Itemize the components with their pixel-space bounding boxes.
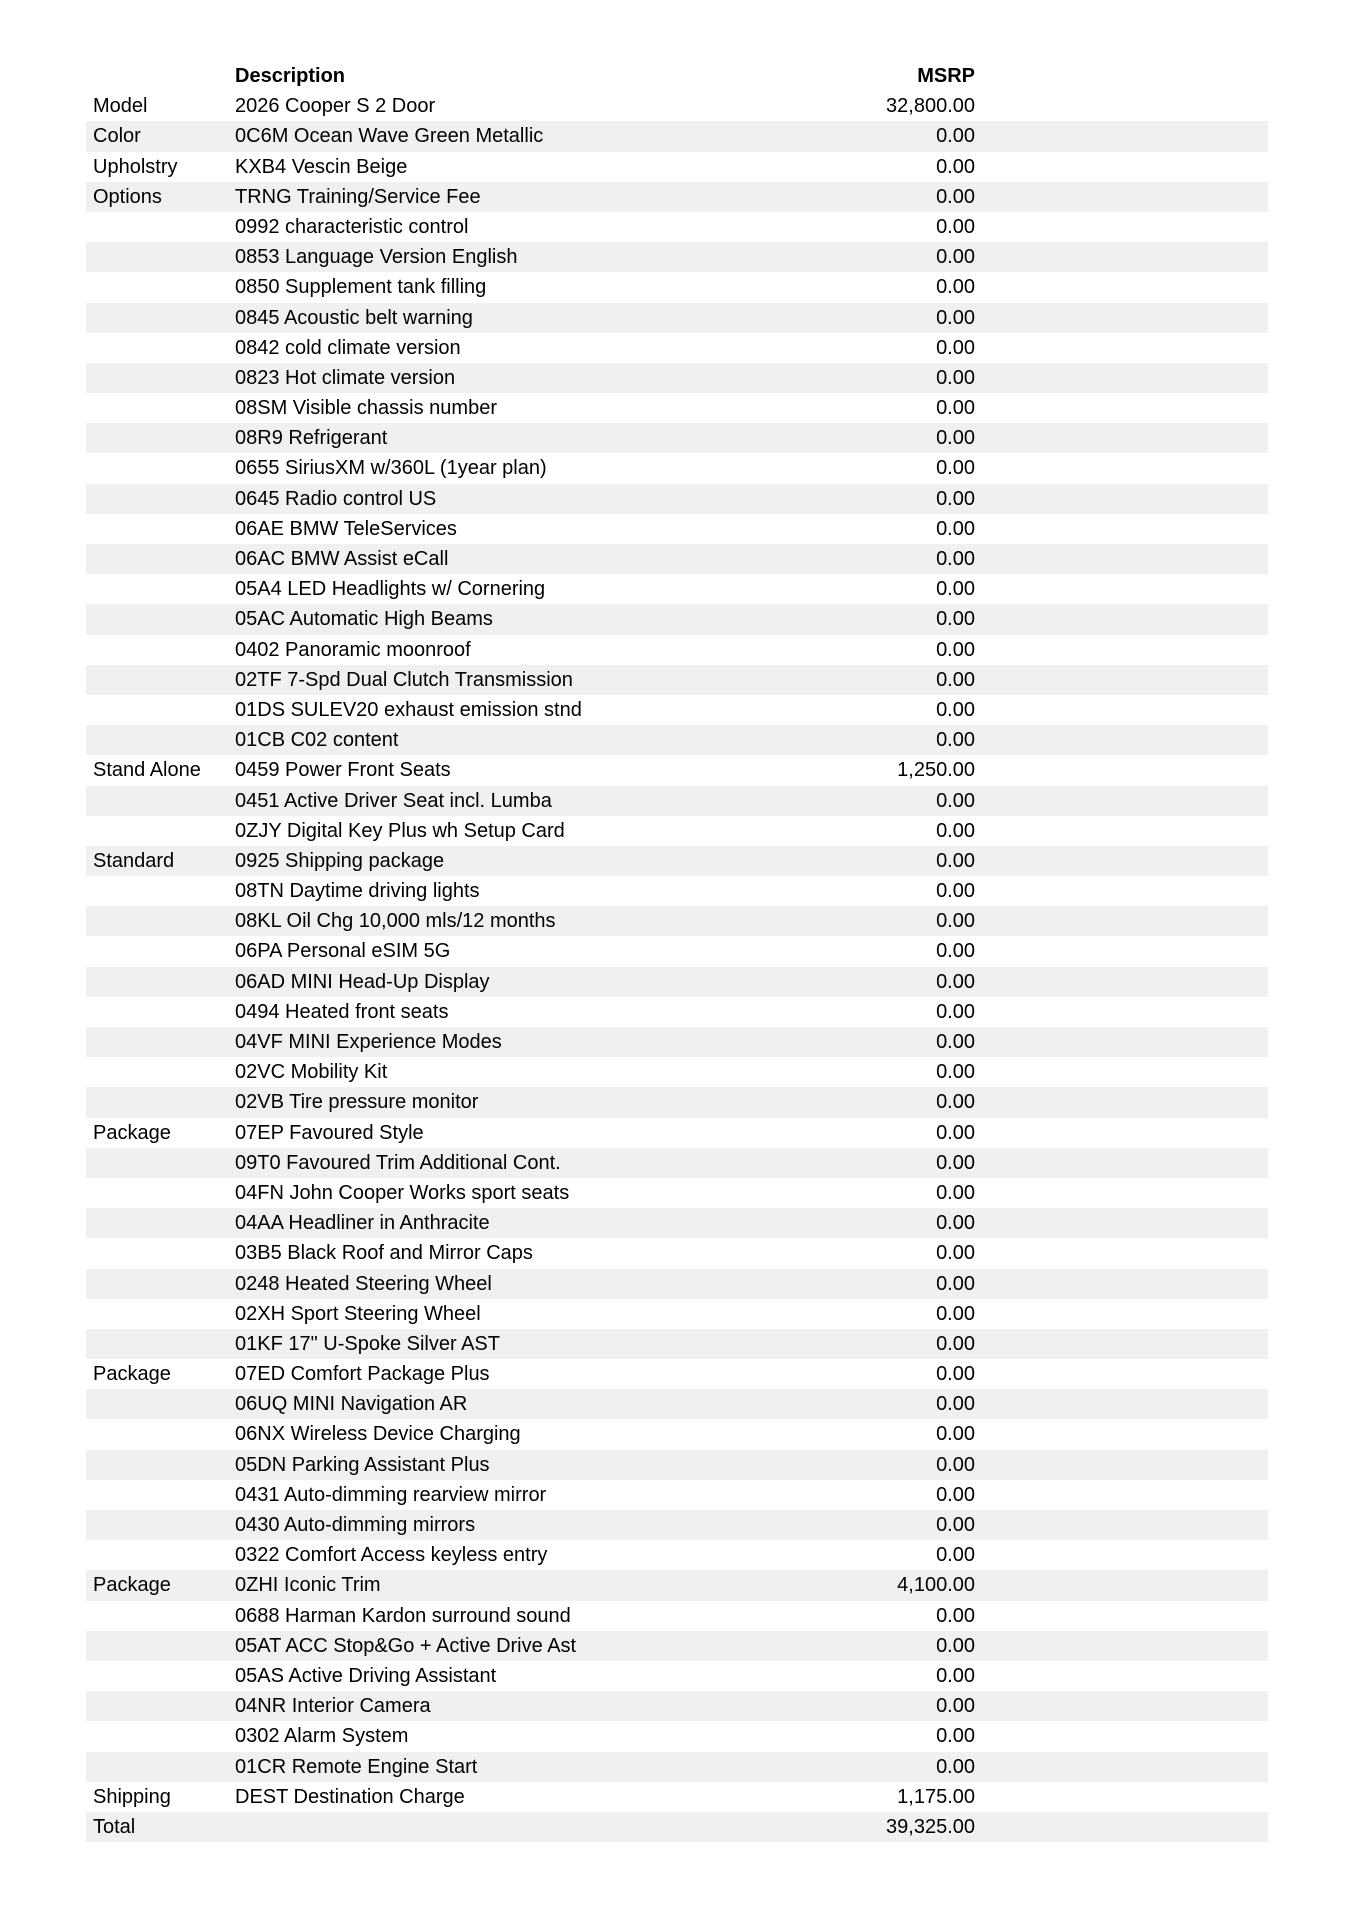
row-msrp-value: 0.00 <box>936 1061 975 1084</box>
row-description: KXB4 Vescin Beige <box>235 155 408 178</box>
row-description: 07EP Favoured Style <box>235 1121 424 1144</box>
row-category <box>86 876 235 906</box>
row-category <box>86 1752 235 1782</box>
row-msrp-value: 0.00 <box>936 1725 975 1748</box>
row-msrp-value: 0.00 <box>936 1755 975 1778</box>
row-category <box>86 906 235 936</box>
row-spacer <box>975 272 1268 302</box>
row-description: 06UQ MINI Navigation AR <box>235 1393 468 1416</box>
row-category <box>86 212 235 242</box>
row-msrp-value: 0.00 <box>936 1664 975 1687</box>
row-description: 0655 SiriusXM w/360L (1year plan) <box>235 457 547 480</box>
row-spacer <box>975 1178 1268 1208</box>
row-msrp-value: 0.00 <box>936 215 975 238</box>
row-category <box>86 695 235 725</box>
row-msrp-value: 0.00 <box>936 1634 975 1657</box>
table-row <box>86 1178 1268 1208</box>
row-category <box>86 1601 235 1631</box>
table-row <box>86 665 1268 695</box>
table-row <box>86 1389 1268 1419</box>
row-msrp-value: 0.00 <box>936 366 975 389</box>
row-spacer <box>975 1540 1268 1570</box>
row-spacer <box>975 363 1268 393</box>
row-spacer <box>975 152 1268 182</box>
table-row <box>86 91 1268 121</box>
row-spacer <box>975 242 1268 272</box>
row-spacer <box>975 1238 1268 1268</box>
table-row <box>86 1299 1268 1329</box>
row-description: 01KF 17" U-Spoke Silver AST <box>235 1332 500 1355</box>
table-row <box>86 876 1268 906</box>
table-row <box>86 1450 1268 1480</box>
row-msrp-value: 0.00 <box>936 1031 975 1053</box>
row-msrp-value: 0.00 <box>936 578 975 601</box>
table-row <box>86 242 1268 272</box>
row-category <box>86 786 235 816</box>
row-description: 0494 Heated front seats <box>235 1000 449 1023</box>
row-msrp-value: 0.00 <box>936 910 975 933</box>
row-msrp-value: 0.00 <box>936 1453 975 1476</box>
row-spacer <box>975 695 1268 725</box>
row-spacer <box>975 786 1268 816</box>
table-row <box>86 363 1268 393</box>
row-msrp-value: 0.00 <box>936 1181 975 1204</box>
row-description: 0ZHI Iconic Trim <box>235 1574 381 1597</box>
row-category <box>86 1510 235 1540</box>
row-category <box>86 665 235 695</box>
row-description: 2026 Cooper S 2 Door <box>235 95 436 118</box>
table-row <box>86 786 1268 816</box>
row-description: 01CB C02 content <box>235 729 399 752</box>
row-description: 05AS Active Driving Assistant <box>235 1664 497 1687</box>
row-spacer <box>975 1812 1268 1842</box>
row-description: 01DS SULEV20 exhaust emission stnd <box>235 698 582 721</box>
row-category <box>86 1480 235 1510</box>
row-category <box>86 272 235 302</box>
row-category <box>86 1389 235 1419</box>
row-msrp-value: 0.00 <box>936 1423 975 1446</box>
row-spacer <box>975 846 1268 876</box>
row-spacer <box>975 1087 1268 1117</box>
row-spacer <box>975 1570 1268 1600</box>
row-category <box>86 1631 235 1661</box>
table-row <box>86 1480 1268 1510</box>
table-row <box>86 755 1268 785</box>
row-description: 05A4 LED Headlights w/ Cornering <box>235 578 546 601</box>
row-category: Color <box>93 125 141 148</box>
table-row <box>86 1148 1268 1178</box>
table-row <box>86 121 1268 151</box>
row-description: 0248 Heated Steering Wheel <box>235 1272 492 1295</box>
row-spacer <box>975 333 1268 363</box>
row-description: 04NR Interior Camera <box>235 1695 431 1718</box>
row-spacer <box>975 1480 1268 1510</box>
row-description: 0925 Shipping package <box>235 849 445 872</box>
row-spacer <box>975 1601 1268 1631</box>
row-msrp-value: 0.00 <box>936 1332 975 1355</box>
table-row <box>86 574 1268 604</box>
table-row <box>86 484 1268 514</box>
row-description: 0C6M Ocean Wave Green Metallic <box>235 125 544 148</box>
row-spacer <box>975 393 1268 423</box>
table-row <box>86 1238 1268 1268</box>
row-msrp-value: 0.00 <box>936 1604 975 1627</box>
row-spacer <box>975 453 1268 483</box>
row-spacer <box>975 1661 1268 1691</box>
row-msrp-value: 0.00 <box>936 155 975 178</box>
row-spacer <box>975 1510 1268 1540</box>
table-row <box>86 393 1268 423</box>
row-msrp-value: 0.00 <box>936 306 975 329</box>
row-spacer <box>975 665 1268 695</box>
row-category <box>86 1027 235 1057</box>
row-description: 0431 Auto-dimming rearview mirror <box>235 1483 547 1506</box>
row-category: Stand Alone <box>93 759 201 782</box>
row-category: Package <box>93 1363 171 1386</box>
row-spacer <box>975 91 1268 121</box>
row-msrp-value: 0.00 <box>936 1272 975 1295</box>
row-category <box>86 484 235 514</box>
row-category <box>86 333 235 363</box>
row-spacer <box>975 1721 1268 1751</box>
table-row <box>86 303 1268 333</box>
row-category <box>86 1269 235 1299</box>
table-row <box>86 1359 1268 1389</box>
row-spacer <box>975 816 1268 846</box>
row-category <box>86 1721 235 1751</box>
row-category <box>86 574 235 604</box>
table-row <box>86 1782 1268 1812</box>
row-category <box>86 544 235 574</box>
table-row <box>86 1691 1268 1721</box>
table-row <box>86 1540 1268 1570</box>
row-description: 04VF MINI Experience Modes <box>235 1031 502 1053</box>
row-msrp-value: 1,250.00 <box>897 759 975 782</box>
row-spacer <box>975 1389 1268 1419</box>
row-spacer <box>975 997 1268 1027</box>
row-spacer <box>975 604 1268 634</box>
table-row <box>86 1601 1268 1631</box>
row-category <box>86 1691 235 1721</box>
row-spacer <box>975 1782 1268 1812</box>
table-row <box>86 936 1268 966</box>
row-msrp-value: 0.00 <box>936 970 975 993</box>
row-msrp-value: 0.00 <box>936 698 975 721</box>
table-row <box>86 816 1268 846</box>
table-row <box>86 846 1268 876</box>
table-row <box>86 695 1268 725</box>
table-row <box>86 423 1268 453</box>
row-description: 06NX Wireless Device Charging <box>235 1423 521 1446</box>
table-row <box>86 1087 1268 1117</box>
row-category <box>86 1238 235 1268</box>
row-msrp-value: 0.00 <box>936 729 975 752</box>
row-category <box>86 514 235 544</box>
row-spacer <box>975 1057 1268 1087</box>
row-spacer <box>975 1691 1268 1721</box>
row-category <box>86 1540 235 1570</box>
row-spacer <box>975 906 1268 936</box>
column-header-msrp: MSRP <box>917 65 975 87</box>
row-category <box>86 725 235 755</box>
row-description <box>235 1812 679 1842</box>
row-category <box>86 1148 235 1178</box>
row-description: DEST Destination Charge <box>235 1785 465 1808</box>
table-row <box>86 725 1268 755</box>
row-description: 0992 characteristic control <box>235 215 469 238</box>
row-description: 08SM Visible chassis number <box>235 397 497 420</box>
row-category: Model <box>93 95 148 118</box>
row-description: 09T0 Favoured Trim Additional Cont. <box>235 1151 561 1174</box>
row-msrp-value: 0.00 <box>936 1393 975 1416</box>
row-msrp-value: 0.00 <box>936 668 975 691</box>
table-row <box>86 152 1268 182</box>
row-category <box>86 997 235 1027</box>
row-msrp-value: 0.00 <box>936 1483 975 1506</box>
row-spacer <box>975 514 1268 544</box>
row-msrp-value: 39,325.00 <box>886 1815 975 1838</box>
row-category <box>86 393 235 423</box>
column-header-description: Description <box>235 65 346 87</box>
row-msrp-value: 0.00 <box>936 1302 975 1325</box>
row-spacer <box>975 1208 1268 1238</box>
table-row <box>86 1661 1268 1691</box>
table-row <box>86 1027 1268 1057</box>
row-description: 0823 Hot climate version <box>235 366 456 389</box>
row-description: 0853 Language Version English <box>235 246 518 269</box>
row-description: 02TF 7-Spd Dual Clutch Transmission <box>235 668 573 691</box>
row-msrp-value: 0.00 <box>936 638 975 661</box>
row-description: 04AA Headliner in Anthracite <box>235 1212 490 1235</box>
row-category: Package <box>93 1121 171 1144</box>
table-row <box>86 967 1268 997</box>
row-category <box>86 1087 235 1117</box>
row-spacer <box>975 1027 1268 1057</box>
table-row <box>86 1631 1268 1661</box>
row-spacer <box>975 212 1268 242</box>
row-msrp-value: 0.00 <box>936 276 975 299</box>
table-row <box>86 212 1268 242</box>
row-msrp-value: 0.00 <box>936 1212 975 1235</box>
row-description: 05AC Automatic High Beams <box>235 608 493 631</box>
table-row <box>86 1118 1268 1148</box>
row-msrp-value: 0.00 <box>936 457 975 480</box>
column-header-category <box>86 61 235 91</box>
table-row <box>86 272 1268 302</box>
table-row <box>86 453 1268 483</box>
row-spacer <box>975 1450 1268 1480</box>
row-description: 0459 Power Front Seats <box>235 759 451 782</box>
row-description: 0451 Active Driver Seat incl. Lumba <box>235 789 552 812</box>
table-row <box>86 604 1268 634</box>
row-spacer <box>975 1419 1268 1449</box>
row-spacer <box>975 1299 1268 1329</box>
table-row <box>86 1419 1268 1449</box>
row-description: TRNG Training/Service Fee <box>235 185 481 208</box>
table-header-row <box>86 61 1268 91</box>
row-description: 08KL Oil Chg 10,000 mls/12 months <box>235 910 556 933</box>
row-category <box>86 635 235 665</box>
table-row <box>86 182 1268 212</box>
row-description: 01CR Remote Engine Start <box>235 1755 478 1778</box>
row-msrp-value: 0.00 <box>936 608 975 631</box>
row-msrp-value: 0.00 <box>936 125 975 148</box>
row-msrp-value: 0.00 <box>936 940 975 963</box>
row-spacer <box>975 574 1268 604</box>
row-spacer <box>975 1148 1268 1178</box>
table-row <box>86 1510 1268 1540</box>
row-description: 0845 Acoustic belt warning <box>235 306 473 329</box>
row-description: 0430 Auto-dimming mirrors <box>235 1514 476 1536</box>
table-row <box>86 997 1268 1027</box>
row-description: 03B5 Black Roof and Mirror Caps <box>235 1242 533 1265</box>
row-category <box>86 1178 235 1208</box>
row-msrp-value: 0.00 <box>936 789 975 812</box>
row-msrp-value: 0.00 <box>936 1514 975 1536</box>
row-msrp-value: 0.00 <box>936 336 975 359</box>
table-row <box>86 906 1268 936</box>
row-category <box>86 1208 235 1238</box>
row-msrp-value: 0.00 <box>936 1242 975 1265</box>
row-description: 08TN Daytime driving lights <box>235 880 480 903</box>
row-category <box>86 604 235 634</box>
row-category <box>86 1329 235 1359</box>
row-msrp-value: 0.00 <box>936 1544 975 1567</box>
row-description: 02VC Mobility Kit <box>235 1061 388 1084</box>
row-spacer <box>975 303 1268 333</box>
row-spacer <box>975 876 1268 906</box>
row-description: 05DN Parking Assistant Plus <box>235 1453 490 1476</box>
row-description: 05AT ACC Stop&Go + Active Drive Ast <box>235 1634 577 1657</box>
row-spacer <box>975 635 1268 665</box>
row-spacer <box>975 484 1268 514</box>
row-category <box>86 936 235 966</box>
row-msrp-value: 0.00 <box>936 548 975 570</box>
table-row <box>86 544 1268 574</box>
row-msrp-value: 0.00 <box>936 1121 975 1144</box>
row-msrp-value: 0.00 <box>936 397 975 420</box>
column-header-spacer <box>975 61 1268 91</box>
row-description: 08R9 Refrigerant <box>235 427 388 450</box>
row-description: 07ED Comfort Package Plus <box>235 1363 490 1386</box>
row-spacer <box>975 1118 1268 1148</box>
row-description: 02XH Sport Steering Wheel <box>235 1302 481 1325</box>
row-spacer <box>975 423 1268 453</box>
table-body <box>86 91 1268 1842</box>
row-msrp-value: 0.00 <box>936 517 975 540</box>
row-category <box>86 816 235 846</box>
row-category <box>86 1057 235 1087</box>
table-row <box>86 1721 1268 1751</box>
row-category <box>86 453 235 483</box>
table-row <box>86 333 1268 363</box>
table-row <box>86 514 1268 544</box>
row-description: 06PA Personal eSIM 5G <box>235 940 451 963</box>
table-row <box>86 1269 1268 1299</box>
row-description: 0ZJY Digital Key Plus wh Setup Card <box>235 819 565 842</box>
row-description: 0850 Supplement tank filling <box>235 276 487 299</box>
row-category <box>86 242 235 272</box>
row-description: 0402 Panoramic moonroof <box>235 638 471 661</box>
row-spacer <box>975 1631 1268 1661</box>
row-category <box>86 1419 235 1449</box>
row-description: 0688 Harman Kardon surround sound <box>235 1604 571 1627</box>
row-msrp-value: 0.00 <box>936 1363 975 1386</box>
row-msrp-value: 0.00 <box>936 185 975 208</box>
row-msrp-value: 0.00 <box>936 1091 975 1114</box>
row-description: 0645 Radio control US <box>235 487 437 510</box>
row-description: 02VB Tire pressure monitor <box>235 1091 479 1114</box>
table-row <box>86 635 1268 665</box>
row-msrp-value: 0.00 <box>936 1695 975 1718</box>
row-msrp-value: 0.00 <box>936 1151 975 1174</box>
row-description: 0302 Alarm System <box>235 1725 409 1748</box>
row-category: Shipping <box>93 1785 171 1808</box>
table-row <box>86 1752 1268 1782</box>
row-category: Total <box>93 1815 136 1838</box>
row-spacer <box>975 1269 1268 1299</box>
row-category <box>86 303 235 333</box>
row-spacer <box>975 1329 1268 1359</box>
pricing-table <box>86 61 1268 1842</box>
row-description: 04FN John Cooper Works sport seats <box>235 1181 570 1204</box>
row-msrp-value: 0.00 <box>936 849 975 872</box>
row-category: Options <box>93 185 162 208</box>
row-spacer <box>975 725 1268 755</box>
row-spacer <box>975 1752 1268 1782</box>
table-row <box>86 1812 1268 1842</box>
table-row <box>86 1570 1268 1600</box>
row-msrp-value: 1,175.00 <box>897 1785 975 1808</box>
row-msrp-value: 0.00 <box>936 487 975 510</box>
row-category <box>86 1450 235 1480</box>
row-spacer <box>975 121 1268 151</box>
row-spacer <box>975 936 1268 966</box>
table-row <box>86 1329 1268 1359</box>
row-category <box>86 363 235 393</box>
row-description: 06AE BMW TeleServices <box>235 517 457 540</box>
row-msrp-value: 0.00 <box>936 246 975 269</box>
row-description: 06AC BMW Assist eCall <box>235 548 449 570</box>
row-spacer <box>975 544 1268 574</box>
table-row <box>86 1208 1268 1238</box>
row-category: Package <box>93 1574 171 1597</box>
row-description: 0842 cold climate version <box>235 336 461 359</box>
row-msrp-value: 32,800.00 <box>886 95 975 118</box>
row-category <box>86 967 235 997</box>
row-category <box>86 1661 235 1691</box>
row-category: Upholstry <box>93 155 178 178</box>
row-msrp-value: 0.00 <box>936 427 975 450</box>
row-msrp-value: 4,100.00 <box>897 1574 975 1597</box>
row-spacer <box>975 755 1268 785</box>
row-msrp-value: 0.00 <box>936 1000 975 1023</box>
row-msrp-value: 0.00 <box>936 880 975 903</box>
table-row <box>86 1057 1268 1087</box>
row-category <box>86 423 235 453</box>
row-category: Standard <box>93 849 175 872</box>
row-category <box>86 1299 235 1329</box>
row-spacer <box>975 1359 1268 1389</box>
row-spacer <box>975 182 1268 212</box>
row-description: 06AD MINI Head-Up Display <box>235 970 490 993</box>
row-spacer <box>975 967 1268 997</box>
row-msrp-value: 0.00 <box>936 819 975 842</box>
row-description: 0322 Comfort Access keyless entry <box>235 1544 548 1567</box>
